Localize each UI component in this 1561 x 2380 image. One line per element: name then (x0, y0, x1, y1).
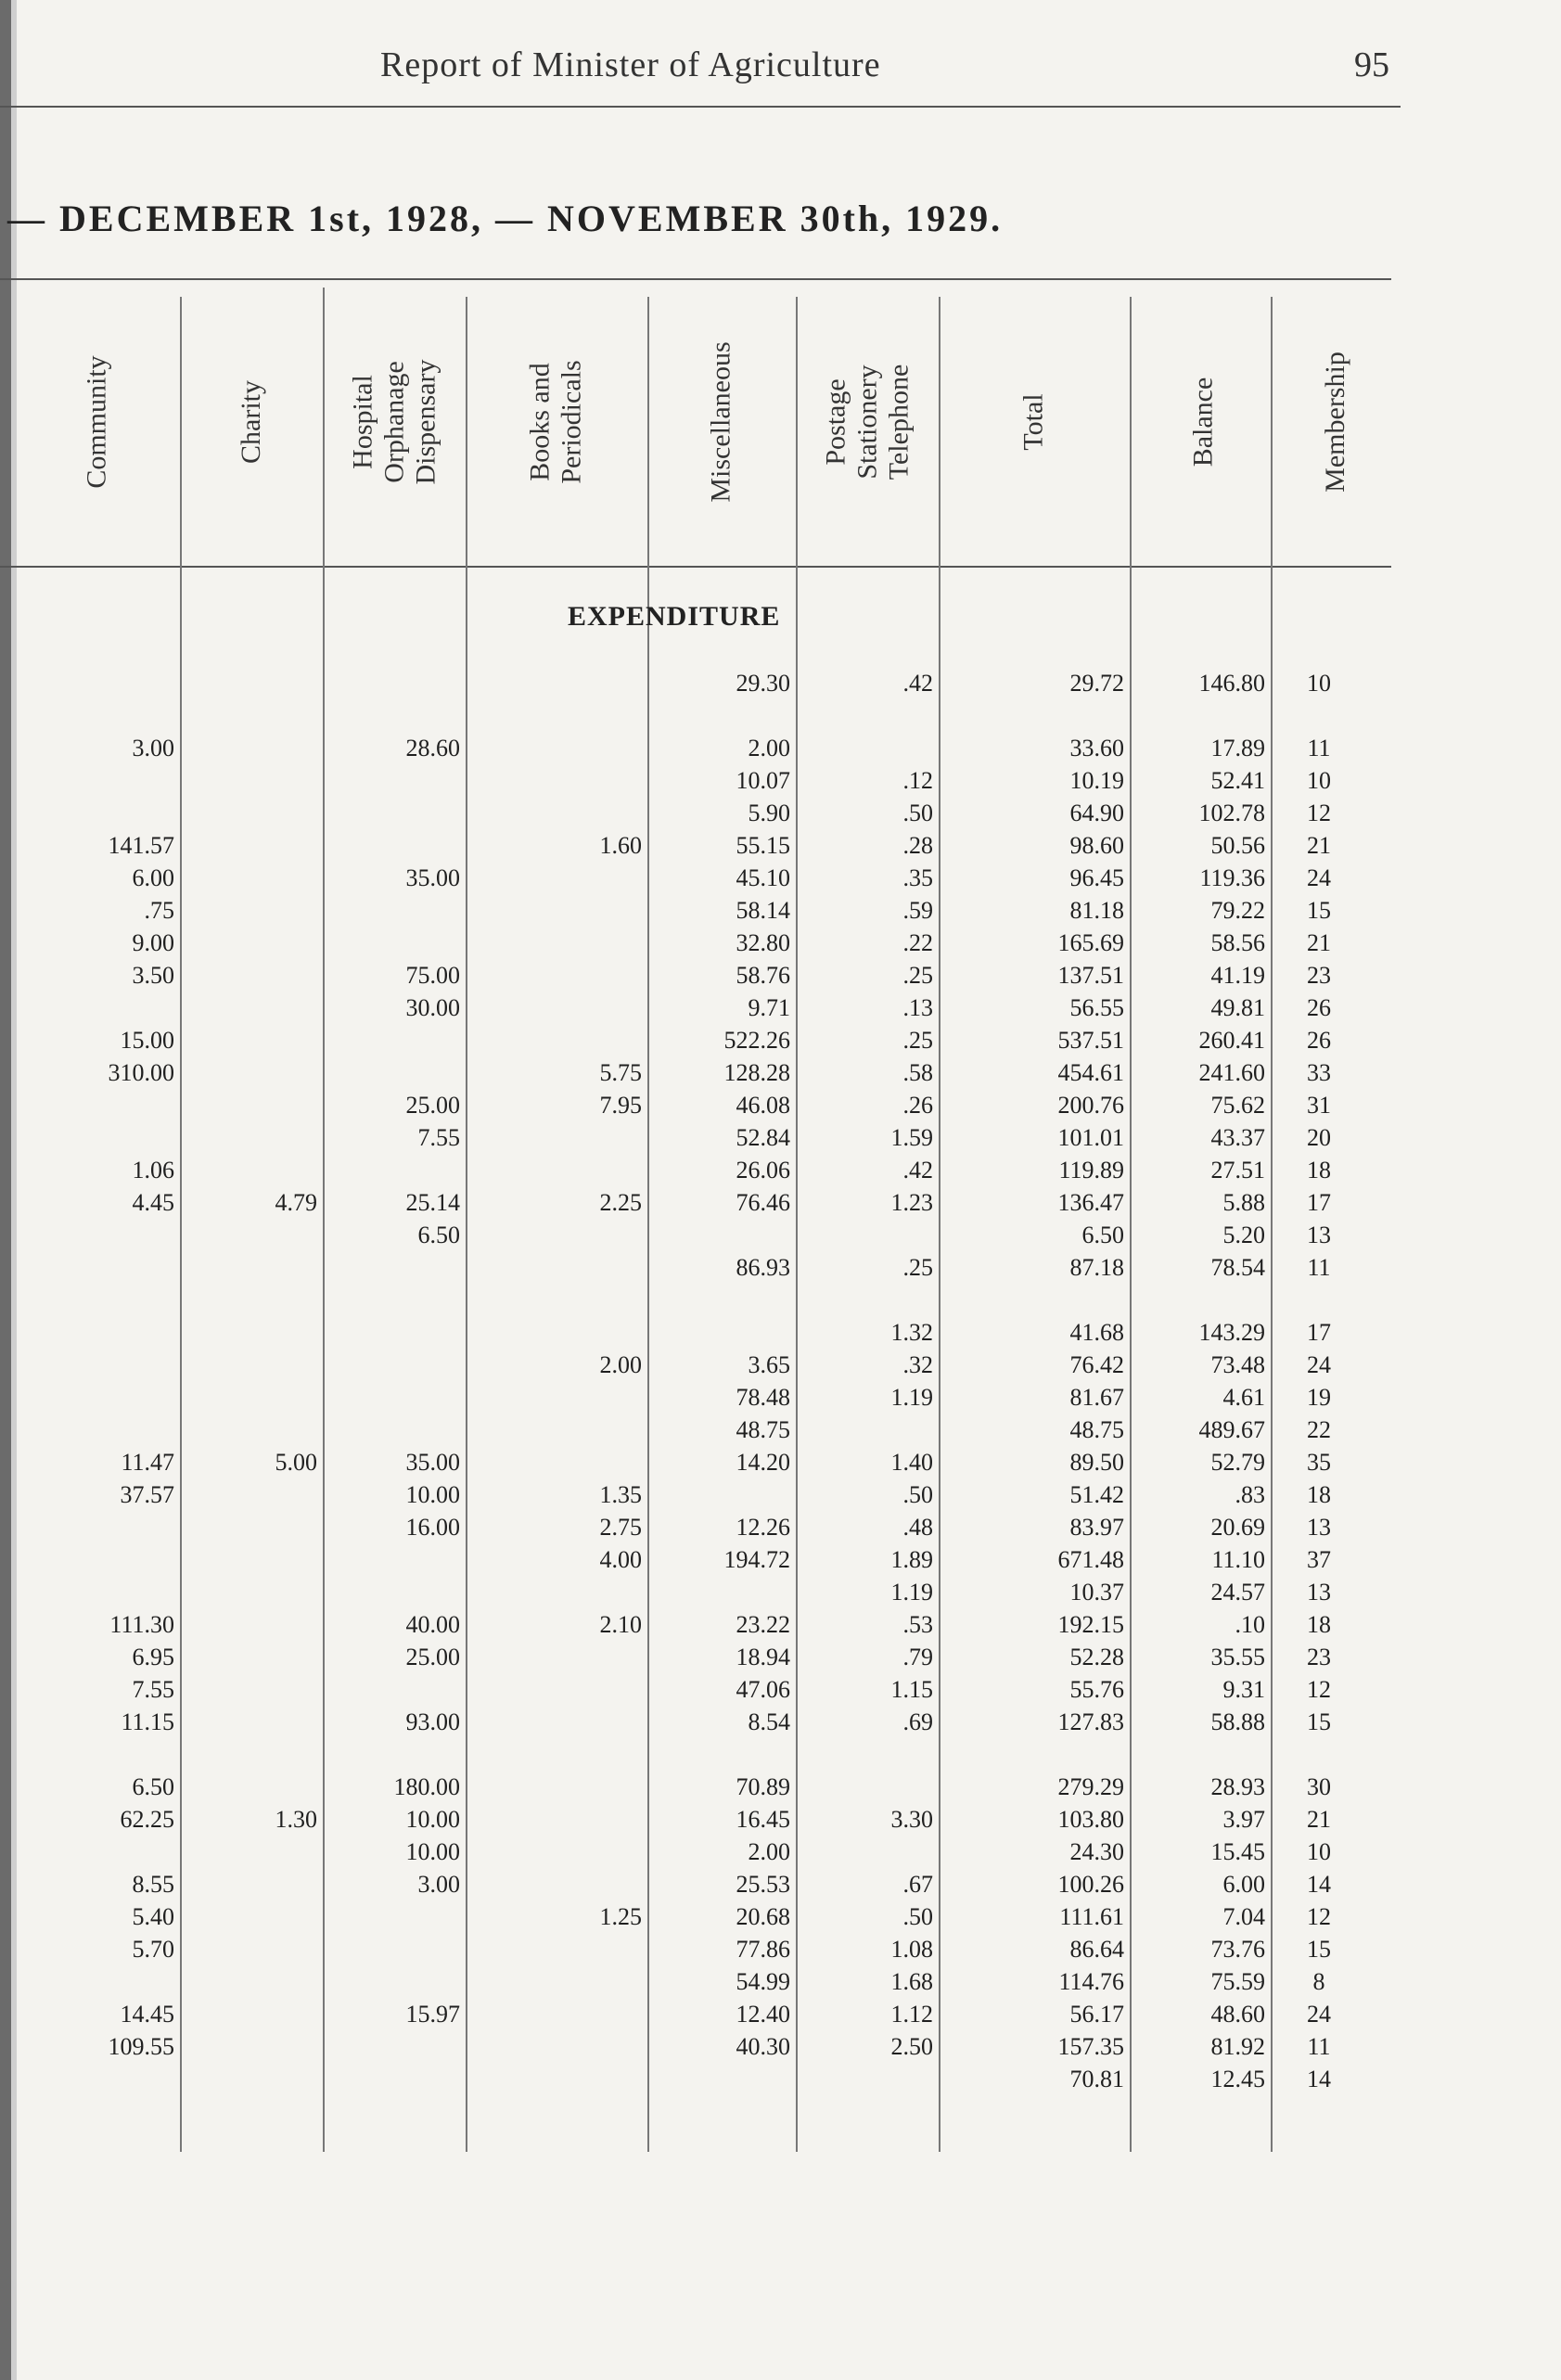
cell-membership: 24 (1307, 1351, 1331, 1378)
column-header-row (0, 283, 1391, 561)
cell-membership: 17 (1307, 1319, 1331, 1346)
cell-balance: 48.60 (1210, 2001, 1265, 2028)
cell-postage: .12 (902, 767, 933, 794)
cell-misc: 40.30 (736, 2033, 790, 2060)
cell-community: 5.40 (132, 1903, 174, 1930)
cell-balance: 241.60 (1198, 1059, 1265, 1086)
cell-balance: 9.31 (1222, 1676, 1265, 1703)
cell-books: 2.10 (599, 1611, 642, 1638)
cell-membership: 10 (1307, 767, 1331, 794)
header-rule (0, 106, 1401, 108)
cell-misc: 16.45 (736, 1806, 790, 1833)
cell-balance: 4.61 (1222, 1384, 1265, 1411)
cell-hospital: 10.00 (405, 1806, 460, 1833)
cell-balance: 78.54 (1210, 1254, 1265, 1281)
column-header-community: Community (81, 355, 112, 489)
cell-hospital: 15.97 (405, 2001, 460, 2028)
cell-hospital: 10.00 (405, 1838, 460, 1865)
cell-postage: .35 (902, 864, 933, 891)
cell-hospital: 75.00 (405, 962, 460, 989)
cell-membership: 19 (1307, 1384, 1331, 1411)
cell-balance: 143.29 (1198, 1319, 1265, 1346)
cell-membership: 15 (1307, 897, 1331, 924)
table-top-rule (0, 278, 1391, 280)
cell-total: 24.30 (1069, 1838, 1124, 1865)
cell-community: 3.00 (132, 735, 174, 761)
cell-postage: 1.32 (890, 1319, 933, 1346)
cell-misc: 12.26 (736, 1514, 790, 1541)
column-divider (1130, 297, 1132, 2152)
cell-community: 14.45 (120, 2001, 174, 2028)
cell-balance: 5.20 (1222, 1222, 1265, 1248)
cell-total: 114.76 (1058, 1968, 1124, 1995)
section-label-expenditure: EXPENDITURE (568, 601, 781, 632)
cell-membership: 35 (1307, 1449, 1331, 1476)
cell-hospital: 25.14 (405, 1189, 460, 1216)
cell-membership: 12 (1307, 1676, 1331, 1703)
cell-postage: 1.08 (890, 1936, 933, 1963)
cell-total: 89.50 (1069, 1449, 1124, 1476)
cell-misc: 48.75 (736, 1416, 790, 1443)
cell-postage: 1.12 (890, 2001, 933, 2028)
cell-membership: 11 (1307, 1254, 1331, 1281)
cell-misc: 522.26 (723, 1027, 790, 1054)
cell-total: 29.72 (1069, 670, 1124, 697)
cell-books: 1.60 (599, 832, 642, 859)
cell-misc: 18.94 (736, 1644, 790, 1670)
cell-balance: 49.81 (1210, 994, 1265, 1021)
cell-misc: 2.00 (748, 735, 790, 761)
cell-membership: 12 (1307, 800, 1331, 826)
cell-membership: 23 (1307, 962, 1331, 989)
cell-total: 51.42 (1069, 1481, 1124, 1508)
column-divider (180, 297, 182, 2152)
cell-misc: 9.71 (748, 994, 790, 1021)
cell-membership: 10 (1307, 1838, 1331, 1865)
cell-membership: 13 (1307, 1222, 1331, 1248)
cell-misc: 58.76 (736, 962, 790, 989)
cell-misc: 23.22 (736, 1611, 790, 1638)
cell-community: 310.00 (108, 1059, 174, 1086)
cell-balance: 20.69 (1210, 1514, 1265, 1541)
cell-membership: 15 (1307, 1708, 1331, 1735)
cell-postage: .50 (902, 800, 933, 826)
cell-community: 11.15 (121, 1708, 174, 1735)
cell-postage: .50 (902, 1481, 933, 1508)
cell-postage: .67 (902, 1871, 933, 1898)
cell-balance: 15.45 (1210, 1838, 1265, 1865)
cell-balance: 27.51 (1210, 1157, 1265, 1184)
cell-membership: 11 (1307, 735, 1331, 761)
cell-community: 6.95 (132, 1644, 174, 1670)
cell-total: 10.19 (1069, 767, 1124, 794)
cell-membership: 20 (1307, 1124, 1331, 1151)
column-divider (323, 288, 325, 2152)
cell-postage: .69 (902, 1708, 933, 1735)
cell-balance: 6.00 (1222, 1871, 1265, 1898)
cell-postage: .42 (902, 1157, 933, 1184)
cell-charity: 5.00 (275, 1449, 317, 1476)
cell-postage: .32 (902, 1351, 933, 1378)
page-number: 95 (1354, 45, 1389, 84)
column-header-membership: Membership (1320, 352, 1351, 493)
cell-membership: 26 (1307, 1027, 1331, 1054)
cell-balance: 5.88 (1222, 1189, 1265, 1216)
cell-community: 7.55 (132, 1676, 174, 1703)
cell-total: 81.18 (1069, 897, 1124, 924)
cell-community: 111.30 (109, 1611, 174, 1638)
cell-hospital: 93.00 (405, 1708, 460, 1735)
cell-postage: 2.50 (890, 2033, 933, 2060)
cell-membership: 13 (1307, 1579, 1331, 1606)
cell-misc: 55.15 (736, 832, 790, 859)
cell-balance: 75.62 (1210, 1092, 1265, 1119)
cell-misc: 26.06 (736, 1157, 790, 1184)
cell-balance: 79.22 (1210, 897, 1265, 924)
cell-balance: 73.76 (1210, 1936, 1265, 1963)
cell-misc: 52.84 (736, 1124, 790, 1151)
cell-membership: 24 (1307, 864, 1331, 891)
cell-membership: 8 (1312, 1968, 1325, 1995)
cell-balance: 260.41 (1198, 1027, 1265, 1054)
cell-misc: 54.99 (736, 1968, 790, 1995)
cell-membership: 14 (1307, 2066, 1331, 2092)
cell-misc: 14.20 (736, 1449, 790, 1476)
cell-balance: 52.79 (1210, 1449, 1265, 1476)
cell-books: 7.95 (599, 1092, 642, 1119)
cell-total: 87.18 (1069, 1254, 1124, 1281)
cell-misc: 70.89 (736, 1773, 790, 1800)
cell-misc: 46.08 (736, 1092, 790, 1119)
cell-total: 83.97 (1069, 1514, 1124, 1541)
cell-total: 70.81 (1069, 2066, 1124, 2092)
cell-membership: 18 (1307, 1157, 1331, 1184)
cell-postage: .25 (902, 1254, 933, 1281)
column-divider (647, 297, 649, 2152)
cell-total: 100.26 (1057, 1871, 1124, 1898)
cell-community: 8.55 (132, 1871, 174, 1898)
column-divider (939, 297, 940, 2152)
column-divider (796, 297, 798, 2152)
cell-books: 2.75 (599, 1514, 642, 1541)
cell-postage: 1.23 (890, 1189, 933, 1216)
cell-postage: .13 (902, 994, 933, 1021)
cell-total: 127.83 (1057, 1708, 1124, 1735)
cell-misc: 45.10 (736, 864, 790, 891)
cell-balance: 7.04 (1222, 1903, 1265, 1930)
cell-total: 81.67 (1069, 1384, 1124, 1411)
column-header-hospital: Hospital Orphanage Dispensary (346, 359, 441, 485)
cell-hospital: 7.55 (417, 1124, 460, 1151)
cell-total: 64.90 (1069, 800, 1124, 826)
cell-balance: 43.37 (1210, 1124, 1265, 1151)
cell-total: 101.01 (1057, 1124, 1124, 1151)
cell-total: 56.17 (1069, 2001, 1124, 2028)
cell-postage: 1.59 (890, 1124, 933, 1151)
cell-membership: 26 (1307, 994, 1331, 1021)
cell-community: 6.50 (132, 1773, 174, 1800)
cell-total: 48.75 (1069, 1416, 1124, 1443)
cell-membership: 11 (1307, 2033, 1331, 2060)
cell-misc: 77.86 (736, 1936, 790, 1963)
cell-hospital: 40.00 (405, 1611, 460, 1638)
cell-hospital: 6.50 (417, 1222, 460, 1248)
cell-misc: 32.80 (736, 929, 790, 956)
cell-membership: 22 (1307, 1416, 1331, 1443)
column-divider (466, 297, 467, 2152)
cell-membership: 17 (1307, 1189, 1331, 1216)
column-header-balance: Balance (1186, 377, 1218, 467)
cell-total: 56.55 (1069, 994, 1124, 1021)
cell-postage: .50 (902, 1903, 933, 1930)
cell-balance: 12.45 (1210, 2066, 1265, 2092)
cell-charity: 1.30 (275, 1806, 317, 1833)
cell-total: 33.60 (1069, 735, 1124, 761)
cell-hospital: 25.00 (405, 1092, 460, 1119)
cell-community: 6.00 (132, 864, 174, 891)
cell-postage: .58 (902, 1059, 933, 1086)
cell-balance: 17.89 (1210, 735, 1265, 761)
cell-postage: .25 (902, 1027, 933, 1054)
column-header-total: Total (1018, 393, 1049, 451)
cell-total: 119.89 (1058, 1157, 1124, 1184)
column-header-misc: Miscellaneous (705, 341, 736, 503)
column-header-charity: Charity (236, 380, 266, 464)
cell-postage: .42 (902, 670, 933, 697)
cell-postage: .26 (902, 1092, 933, 1119)
cell-total: 157.35 (1057, 2033, 1124, 2060)
header-bottom-rule (0, 566, 1391, 568)
cell-balance: 146.80 (1198, 670, 1265, 697)
cell-postage: 1.40 (890, 1449, 933, 1476)
cell-total: 192.15 (1057, 1611, 1124, 1638)
cell-balance: 58.56 (1210, 929, 1265, 956)
cell-balance: 489.67 (1198, 1416, 1265, 1443)
cell-postage: 1.19 (890, 1384, 933, 1411)
cell-misc: 78.48 (736, 1384, 790, 1411)
cell-membership: 31 (1307, 1092, 1331, 1119)
running-head (0, 45, 1561, 100)
cell-total: 55.76 (1069, 1676, 1124, 1703)
cell-misc: 47.06 (736, 1676, 790, 1703)
cell-hospital: 28.60 (405, 735, 460, 761)
cell-total: 41.68 (1069, 1319, 1124, 1346)
cell-community: 11.47 (121, 1449, 174, 1476)
cell-postage: .59 (902, 897, 933, 924)
cell-total: 537.51 (1057, 1027, 1124, 1054)
cell-community: 9.00 (132, 929, 174, 956)
cell-postage: .28 (902, 832, 933, 859)
cell-community: 5.70 (132, 1936, 174, 1963)
cell-membership: 18 (1307, 1611, 1331, 1638)
column-header-books: Books and Periodicals (525, 360, 587, 484)
cell-misc: 5.90 (748, 800, 790, 826)
cell-postage: 1.68 (890, 1968, 933, 1995)
cell-misc: 8.54 (748, 1708, 790, 1735)
running-title: Report of Minister of Agriculture (380, 45, 881, 84)
cell-community: 3.50 (132, 962, 174, 989)
date-heading: — DECEMBER 1st, 1928, — NOVEMBER 30th, 1929. (7, 198, 1004, 239)
cell-books: 1.25 (599, 1903, 642, 1930)
cell-misc: 58.14 (736, 897, 790, 924)
cell-postage: 1.19 (890, 1579, 933, 1606)
cell-community: 141.57 (108, 832, 174, 859)
cell-membership: 12 (1307, 1903, 1331, 1930)
cell-misc: 2.00 (748, 1838, 790, 1865)
cell-membership: 10 (1307, 670, 1331, 697)
cell-community: 1.06 (132, 1157, 174, 1184)
cell-balance: 50.56 (1210, 832, 1265, 859)
cell-misc: 20.68 (736, 1903, 790, 1930)
cell-membership: 14 (1307, 1871, 1331, 1898)
cell-balance: 24.57 (1210, 1579, 1265, 1606)
cell-hospital: 180.00 (393, 1773, 460, 1800)
cell-postage: .53 (902, 1611, 933, 1638)
cell-balance: .10 (1235, 1611, 1265, 1638)
cell-membership: 15 (1307, 1936, 1331, 1963)
cell-membership: 13 (1307, 1514, 1331, 1541)
cell-balance: 81.92 (1210, 2033, 1265, 2060)
cell-hospital: 10.00 (405, 1481, 460, 1508)
cell-membership: 21 (1307, 1806, 1331, 1833)
cell-total: 76.42 (1069, 1351, 1124, 1378)
cell-misc: 25.53 (736, 1871, 790, 1898)
cell-total: 136.47 (1057, 1189, 1124, 1216)
cell-total: 10.37 (1069, 1579, 1124, 1606)
cell-total: 52.28 (1069, 1644, 1124, 1670)
cell-membership: 37 (1307, 1546, 1331, 1573)
cell-balance: 102.78 (1198, 800, 1265, 826)
cell-books: 1.35 (599, 1481, 642, 1508)
cell-hospital: 35.00 (405, 864, 460, 891)
cell-postage: 3.30 (890, 1806, 933, 1833)
cell-balance: 52.41 (1210, 767, 1265, 794)
cell-total: 86.64 (1069, 1936, 1124, 1963)
cell-membership: 23 (1307, 1644, 1331, 1670)
cell-community: 62.25 (120, 1806, 174, 1833)
cell-total: 111.61 (1059, 1903, 1124, 1930)
cell-hospital: 25.00 (405, 1644, 460, 1670)
cell-postage: .22 (902, 929, 933, 956)
cell-postage: .25 (902, 962, 933, 989)
cell-membership: 18 (1307, 1481, 1331, 1508)
cell-membership: 24 (1307, 2001, 1331, 2028)
cell-total: 137.51 (1057, 962, 1124, 989)
cell-balance: 73.48 (1210, 1351, 1265, 1378)
cell-books: 5.75 (599, 1059, 642, 1086)
cell-community: 37.57 (120, 1481, 174, 1508)
cell-misc: 12.40 (736, 2001, 790, 2028)
cell-total: 454.61 (1057, 1059, 1124, 1086)
cell-balance: 3.97 (1222, 1806, 1265, 1833)
cell-misc: 128.28 (723, 1059, 790, 1086)
cell-hospital: 16.00 (405, 1514, 460, 1541)
cell-misc: 29.30 (736, 670, 790, 697)
cell-books: 2.25 (599, 1189, 642, 1216)
cell-membership: 30 (1307, 1773, 1331, 1800)
cell-hospital: 3.00 (417, 1871, 460, 1898)
cell-books: 2.00 (599, 1351, 642, 1378)
cell-balance: 41.19 (1210, 962, 1265, 989)
cell-postage: .48 (902, 1514, 933, 1541)
cell-membership: 21 (1307, 929, 1331, 956)
cell-balance: 58.88 (1210, 1708, 1265, 1735)
cell-balance: 35.55 (1210, 1644, 1265, 1670)
cell-postage: 1.15 (890, 1676, 933, 1703)
cell-community: 109.55 (108, 2033, 174, 2060)
cell-total: 671.48 (1057, 1546, 1124, 1573)
cell-charity: 4.79 (275, 1189, 317, 1216)
cell-balance: .83 (1235, 1481, 1265, 1508)
cell-postage: .79 (902, 1644, 933, 1670)
cell-postage: 1.89 (890, 1546, 933, 1573)
cell-hospital: 30.00 (405, 994, 460, 1021)
cell-community: .75 (144, 897, 174, 924)
cell-total: 96.45 (1069, 864, 1124, 891)
cell-total: 103.80 (1057, 1806, 1124, 1833)
cell-balance: 75.59 (1210, 1968, 1265, 1995)
cell-misc: 86.93 (736, 1254, 790, 1281)
cell-community: 4.45 (132, 1189, 174, 1216)
cell-hospital: 35.00 (405, 1449, 460, 1476)
cell-misc: 194.72 (723, 1546, 790, 1573)
cell-community: 15.00 (120, 1027, 174, 1054)
cell-books: 4.00 (599, 1546, 642, 1573)
cell-total: 98.60 (1069, 832, 1124, 859)
cell-misc: 3.65 (748, 1351, 790, 1378)
cell-total: 6.50 (1081, 1222, 1124, 1248)
cell-balance: 11.10 (1211, 1546, 1265, 1573)
cell-misc: 10.07 (736, 767, 790, 794)
column-header-postage: Postage Stationery Telephone (819, 364, 914, 480)
cell-membership: 33 (1307, 1059, 1331, 1086)
cell-balance: 119.36 (1199, 864, 1265, 891)
cell-balance: 28.93 (1210, 1773, 1265, 1800)
cell-total: 200.76 (1057, 1092, 1124, 1119)
cell-total: 279.29 (1057, 1773, 1124, 1800)
cell-membership: 21 (1307, 832, 1331, 859)
cell-misc: 76.46 (736, 1189, 790, 1216)
cell-total: 165.69 (1057, 929, 1124, 956)
